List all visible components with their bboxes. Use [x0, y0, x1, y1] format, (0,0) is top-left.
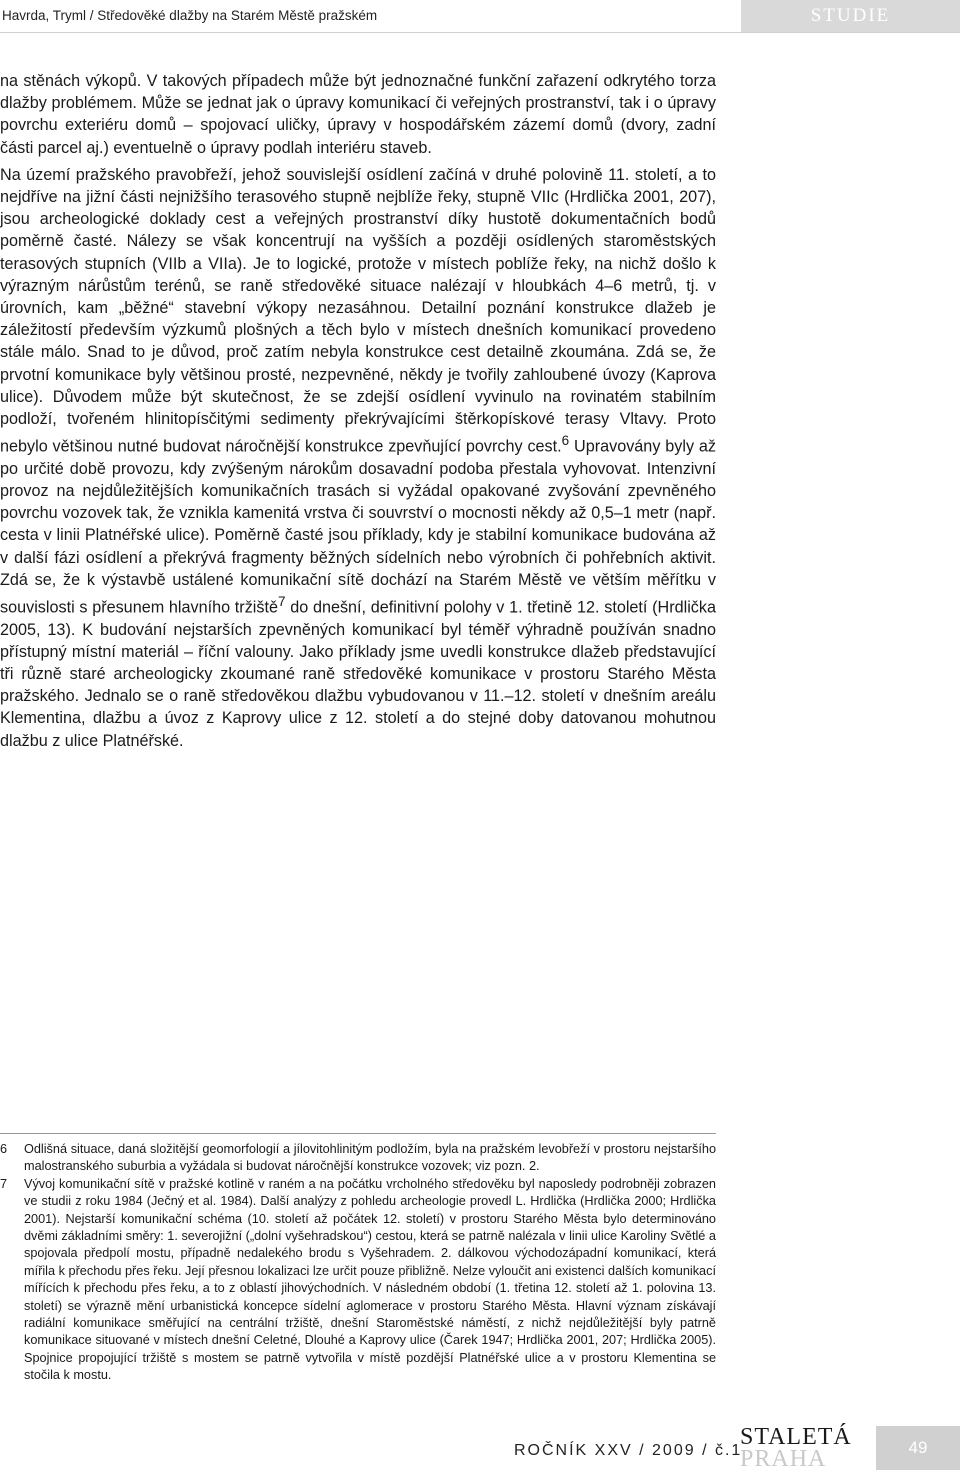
paragraph-text: Upravovány byly až po určité době provozu, kdy zvýšeným nárokům dosavadní podoba přestala vyhovovat. Intenzivní provoz na nejdůležitějších komunikačních trasách si vyžádal opakované zvyšování zpevněného povrchu vozovek tak, že vznikla kamenitá vrstva či souvrství o mocnosti někdy až 0,5–1 metr (např. cesta v linii Platnéřské ulice). Poměrně časté jsou příklady, kdy je stabilní komunikace budována až v další fázi osídlení a překrývá fragmenty běžných sídelních nebo výrobních či pohřebních aktivit. Zdá se, že k výstavbě ustálené komunikační sítě dochází na Starém Městě ve větším měřítku v souvislosti s přesunem hlavního tržiště	[0, 437, 716, 617]
section-label: STUDIE	[741, 0, 960, 32]
footnote-number: 7	[0, 1176, 8, 1191]
paragraph: na stěnách výkopů. V takových případech může být jednoznačné funkční zařazení odkrytého torza dlažby problémem. Může se jednat jak o úpravy komunikací či veřejných prostranství, tak i o úpravy povrchu exteriéru domů – spojovací uličky, úpravy v hospodářském zázemí domů (dvory, zadní části parcel aj.) eventuelně o úpravy podlah interiéru staveb.	[0, 72, 716, 157]
paragraph-text: do dnešní, definitivní polohy v 1. třetině 12. století (Hrdlička 2005, 13). K budování nejstarších zpevněných komunikací byl téměř výhradně používán snadno přístupný místní materiál – říční valouny. Jako příklady jsme uvedli konstrukce dlažeb představující tři různě staré archeologicky zkoumané raně středověké komunikace v prostoru Starého Města pražského. Jednalo se o raně středověkou dlažbu vybudovanou v 11.–12. století v dnešním areálu Klementina, dlažbu a úvoz z Kaprovy ulice z 12. století a do stejné doby datovanou mohutnou dlažbu z ulice Platnéřské.	[0, 598, 716, 750]
journal-logo	[740, 1426, 860, 1470]
footnote-number: 6	[0, 1142, 8, 1156]
paragraph-text: Na území pražského pravobřeží, jehož souvislejší osídlení začíná v druhé polovině 11. století, a to nejdříve na jižní části nejnižšího terasového stupně nejblíže řeky, stupně VIIc (Hrdlička 2001, 207), jsou archeologické doklady cest a veřejných prostranství díky hustotě dokumentačních bodů poměrně časté. Nálezy se však koncentrují na vyšších a později osídlených staroměstských terasových stupních (VIIb a VIIa). Je to logické, protože v místech poblíže řeky, na nichž došlo k výrazným nárůstům terénů, se raně středověké situace nalézají v hloubkách 4–6 metrů, tj. v úrovních, kam „běžné“ stavební výkopy nezasáhnou. Detailní poznání konstrukce dlažeb je záležitostí především výzkumů plošných a těch bylo v místech dnešních komunikací provedeno stále málo. Snad to je důvod, proč zatím nebyla konstrukce cest detailně zkoumána. Zdá se, že prvotní komunikace byly většinou prosté, nezpevněné, někdy je tvořily zahloubené úvozy (Kaprova ulice). Důvodem může být skutečnost, že se zdejší osídlení vyvinulo na rovinatém stabilním podloží, tvořeném hlinitopísčitými sedimenty překrývajícími štěrkopískové terasy Vltavy. Proto nebylo většinou nutné budovat náročnější konstrukce zpevňující povrchy cest.	[0, 165, 716, 456]
footnote-text: Vývoj komunikační sítě v pražské kotlině v raném a na počátku vrcholného středověku byl naposledy podrobněji zobrazen ve studii z roku 1984 (Ječný et al. 1984). Další analýzy z pohledu archeologie provedl L. Hrdlička (Hrdlička 2000; Hrdlička 2001). Nejstarší komunikační schéma (10. století až počátek 12. století) v prostoru Starého Města bylo determinováno dvěmi základními směry: 1. severojižní („dolní vyšehradskou“) cestou, která se patrně nalézala v linii ulice Karoliny Světlé a spojovala předpolí mostu, případně nedalekého brodu s Vyšehradem. 2. dálkovou východozápadní komunikací, která mířila k přechodu přes řeku. Její přesnou lokalizaci lze určit pouze přibližně. Nelze vyloučit ani existenci dalších komunikací mířících k přechodu přes řeku, a to z oblastí jihovýchodních. V následném období (1. třetina 12. století až 1. polovina 13. století) se výrazně mění urbanistická koncepce sídelní aglomerace v prostoru Starého Města. Hlavní význam získávají radiální komunikace směřující na centrální tržiště, dnešní Staroměstské náměstí, z nichž nejdůležitější byly patrně komunikace situované v místech dnešní Celetné, Dlouhé a Kaprovy ulice (Čarek 1947; Hrdlička 2001, 207; Hrdlička 2005). Spojnice propojující tržiště s mostem se patrně vytvořila v místě pozdější Platnéřské ulice a v prostoru Klementina se stočila k mostu.	[24, 1176, 716, 1383]
footnotes	[0, 1133, 716, 1385]
footnote-ref[interactable]: 7	[277, 594, 286, 610]
article-body	[0, 70, 716, 752]
journal-logo-line1: STALETÁ	[740, 1424, 852, 1450]
paragraph	[0, 164, 716, 752]
running-header	[0, 0, 960, 33]
footnote	[0, 1141, 716, 1176]
journal-logo-line2: PRAHA	[740, 1446, 827, 1472]
issue-label: ROČNÍK XXV / 2009 / č.1	[514, 1442, 743, 1459]
footnote-ref[interactable]: 6	[561, 433, 570, 449]
footnote-text: Odlišná situace, daná složitější geomorfologií a jílovitohlinitým podložím, byla na pražském levobřeží v prostoru nejstaršího malostranského suburbia a vyžádala si budovat náročnější konstrukce vozovek; viz pozn. 2.	[24, 1142, 716, 1174]
footnote	[0, 1176, 716, 1385]
running-title: Havrda, Tryml / Středověké dlažby na Starém Městě pražském	[2, 8, 378, 23]
page-number: 49	[876, 1426, 960, 1470]
